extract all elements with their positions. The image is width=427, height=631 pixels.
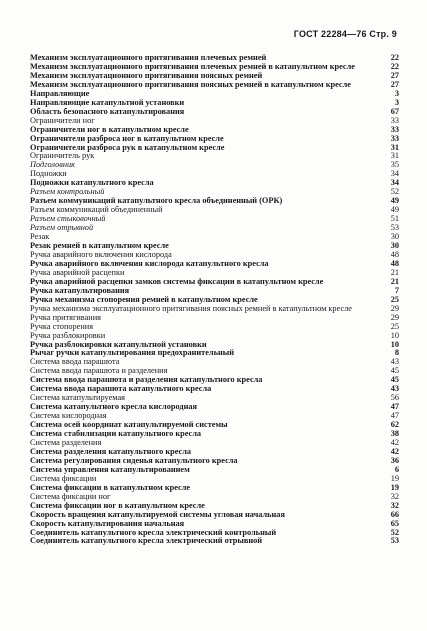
index-term: Система ввода парашюта и разделения <box>30 366 168 376</box>
index-term: Механизм эксплуатационного притягивания поясных ремней в катапультном кресле <box>30 79 351 89</box>
index-term: Подголовник <box>30 160 76 170</box>
index-page-number: 36 <box>390 455 399 465</box>
index-term: Система фиксации в катапультном кресле <box>30 482 191 492</box>
index-term: Ручка аварийного включения кислорода <box>30 249 172 259</box>
index-page-number: 31 <box>390 142 399 152</box>
index-term: Ручка механизма стопорения ремней в катапультном кресле <box>30 294 258 304</box>
page-header: ГОСТ 22284—76 Стр. 9 <box>293 29 397 39</box>
index-term: Соединитель катапультного кресла электрический отрывной <box>30 536 263 546</box>
index-page-number: 30 <box>390 241 399 251</box>
index-page-number: 43 <box>390 357 399 367</box>
index-term: Ручка стопорения <box>30 321 94 331</box>
index-page-number: 22 <box>390 53 399 62</box>
index-page-number: 66 <box>390 509 399 519</box>
index-page-number: 38 <box>390 429 399 439</box>
index-term: Направляющие катапультной установки <box>30 97 185 107</box>
index-term: Подножки катапультного кресла <box>30 178 154 188</box>
index-term: Механизм эксплуатационного притягивания плечевых ремней <box>30 53 267 62</box>
index-term: Система катапультируемая <box>30 393 125 403</box>
index-term: Система фиксации ног <box>30 491 111 501</box>
index-term: Система ввода парашюта <box>30 357 120 367</box>
index-term: Разъем отрывной <box>30 223 94 233</box>
index-term: Разъем стыковочный <box>30 214 106 224</box>
index-term: Механизм эксплуатационного притягивания плечевых ремней в катапультном кресле <box>30 61 355 71</box>
index-page-number: 33 <box>390 115 399 125</box>
index-page-number: 19 <box>390 482 399 492</box>
index-page-number: 52 <box>390 527 399 537</box>
index-term: Скорость вращения катапультируемой системы угловая начальная <box>30 509 285 519</box>
index-page-number: 8 <box>394 348 399 358</box>
index-page-number: 52 <box>390 187 399 197</box>
index-page-number: 62 <box>390 420 399 430</box>
index-term: Направляющие <box>30 88 90 98</box>
index-page-number: 42 <box>390 446 399 456</box>
index-list <box>30 54 399 546</box>
index-page-number: 27 <box>390 79 399 89</box>
index-term: Скорость катапультирования начальная <box>30 518 185 528</box>
index-term: Система фиксации ног в катапультном кресле <box>30 500 205 510</box>
index-page-number: 10 <box>390 339 399 349</box>
index-term: Ограничитель рук <box>30 151 95 161</box>
index-term: Ограничители разброса рук в катапультном кресле <box>30 142 225 152</box>
index-term: Подножки <box>30 169 67 179</box>
index-page-number: 29 <box>390 312 399 322</box>
index-term: Система катапультного кресла кислородная <box>30 402 197 412</box>
index-term: Система разделения катапультного кресла <box>30 446 192 456</box>
index-term: Ограничители разброса ног в катапультном кресле <box>30 133 224 143</box>
index-page-number: 47 <box>390 411 399 421</box>
index-page-number: 22 <box>390 61 399 71</box>
index-page-number: 29 <box>390 303 399 313</box>
index-term: Разъем контрольный <box>30 187 105 197</box>
index-page-number: 33 <box>390 133 399 143</box>
index-page-number: 21 <box>390 276 399 286</box>
index-term: Разъем коммуникаций катапультного кресла объединенный (ОРК) <box>30 196 283 206</box>
index-page-number: 25 <box>390 321 399 331</box>
index-term: Ручка аварийной расцепки <box>30 267 125 277</box>
index-page-number: 3 <box>394 97 399 107</box>
index-page-number: 45 <box>390 366 399 376</box>
index-term: Система фиксации <box>30 473 97 483</box>
index-page-number: 49 <box>390 196 399 206</box>
index-page-number: 6 <box>394 464 399 474</box>
index-page-number: 56 <box>390 393 399 403</box>
index-entry <box>30 224 399 233</box>
index-page-number: 47 <box>390 402 399 412</box>
index-page-number: 33 <box>390 124 399 134</box>
index-page-number: 34 <box>390 169 399 179</box>
index-page-number: 31 <box>390 151 399 161</box>
index-term: Область безопасного катапультирования <box>30 106 185 116</box>
index-term: Система управления катапультированием <box>30 464 190 474</box>
index-page-number: 43 <box>390 384 399 394</box>
index-term: Система ввода парашюта катапультного кресла <box>30 384 212 394</box>
index-term: Система ввода парашюта и разделения катапультного кресла <box>30 375 263 385</box>
index-term: Ручка разблокировки <box>30 330 106 340</box>
index-page-number: 32 <box>390 491 399 501</box>
index-page-number: 49 <box>390 205 399 215</box>
index-term: Ручка аварийной расцепки замков системы фиксации в катапультном кресле <box>30 276 324 286</box>
index-term: Ручка притягивания <box>30 312 101 322</box>
index-page-number: 25 <box>390 294 399 304</box>
index-page-number: 19 <box>390 473 399 483</box>
index-page-number: 7 <box>394 285 399 295</box>
index-entry <box>30 161 399 170</box>
index-term: Механизм эксплуатационного притягивания поясных ремней <box>30 70 263 80</box>
index-page-number: 67 <box>390 106 399 116</box>
index-term: Разъем коммуникаций объединенный <box>30 205 163 215</box>
index-page-number: 30 <box>390 232 399 242</box>
index-entry <box>30 537 399 546</box>
index-term: Ручка разблокировки катапультной установки <box>30 339 207 349</box>
index-page-number: 42 <box>390 437 399 447</box>
index-page-number: 21 <box>390 267 399 277</box>
index-term: Ручка аварийного включения кислорода катапультного кресла <box>30 258 269 268</box>
index-page-number: 45 <box>390 375 399 385</box>
index-term: Резак <box>30 232 50 242</box>
index-term: Ограничители ног в катапультном кресле <box>30 124 189 134</box>
index-page-number: 27 <box>390 70 399 80</box>
index-page-number: 35 <box>390 160 399 170</box>
index-page-number: 53 <box>390 536 399 546</box>
index-term: Соединитель катапультного кресла электрический контрольный <box>30 527 277 537</box>
index-page-number: 65 <box>390 518 399 528</box>
index-page-number: 53 <box>390 223 399 233</box>
index-term: Ограничители ног <box>30 115 95 125</box>
index-page-number: 32 <box>390 500 399 510</box>
index-term: Система осей координат катапультируемой системы <box>30 420 228 430</box>
index-term: Система регулирования сиденья катапультного кресла <box>30 455 238 465</box>
index-page-number: 10 <box>390 330 399 340</box>
index-term: Ручка катапультирования <box>30 285 130 295</box>
index-term: Система разделения <box>30 437 102 447</box>
index-page-number: 3 <box>394 88 399 98</box>
index-page-number: 48 <box>390 258 399 268</box>
index-term: Ручка механизма эксплуатационного притягивания поясных ремней в катапультном кресле <box>30 303 352 313</box>
index-page-number: 51 <box>390 214 399 224</box>
index-page-number: 48 <box>390 249 399 259</box>
index-term: Рычаг ручки катапультирования предохранительный <box>30 348 235 358</box>
index-term: Резак ремней в катапультном кресле <box>30 241 169 251</box>
index-term: Система кислородная <box>30 411 107 421</box>
index-entry <box>30 152 399 161</box>
index-term: Система стабилизации катапультного кресла <box>30 429 202 439</box>
index-page-number: 34 <box>390 178 399 188</box>
